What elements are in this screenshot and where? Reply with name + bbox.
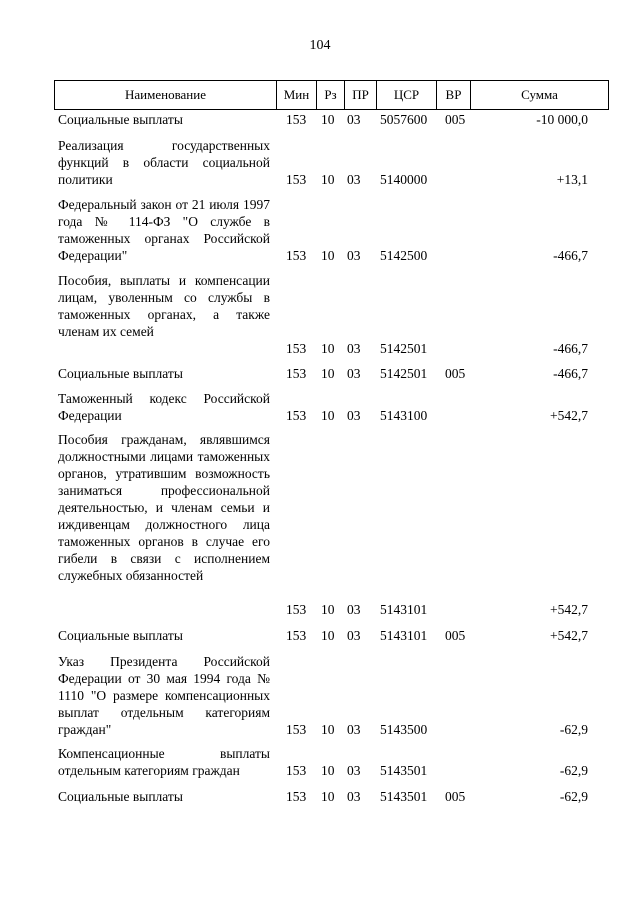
row-csr: 5143500 [380, 722, 428, 737]
row-name: Реализация государственных функций в области социальной политики [58, 138, 270, 187]
row-name: Социальные выплаты [58, 112, 183, 127]
page-number: 104 [309, 38, 331, 53]
row-sum: -466,7 [553, 341, 588, 356]
row-pr: 03 [347, 602, 361, 617]
header-pr: ПР [345, 81, 377, 109]
row-min: 153 [286, 366, 307, 381]
row-pr: 03 [347, 112, 361, 127]
row-pr: 03 [347, 172, 361, 187]
row-rz: 10 [321, 366, 335, 381]
row-name: Социальные выплаты [58, 366, 183, 381]
row-vr: 005 [445, 628, 466, 643]
row-name: Социальные выплаты [58, 628, 183, 643]
table-header [54, 80, 609, 110]
row-name: Компенсационные выплаты отдельным категориям граждан [58, 746, 270, 778]
row-rz: 10 [321, 602, 335, 617]
row-pr: 03 [347, 248, 361, 263]
row-vr: 005 [445, 789, 466, 804]
row-name: Таможенный кодекс Российской Федерации [58, 391, 270, 423]
row-sum: +542,7 [550, 602, 588, 617]
row-min: 153 [286, 112, 307, 127]
header-csr: ЦСР [377, 81, 437, 109]
row-csr: 5142501 [380, 366, 428, 381]
header-rz: Рз [317, 81, 345, 109]
row-vr: 005 [445, 366, 466, 381]
row-csr: 5143101 [380, 602, 428, 617]
row-csr: 5140000 [380, 172, 428, 187]
row-csr: 5142500 [380, 248, 428, 263]
row-sum: -466,7 [553, 248, 588, 263]
row-pr: 03 [347, 366, 361, 381]
row-sum: +542,7 [550, 628, 588, 643]
row-csr: 5143501 [380, 789, 428, 804]
row-sum: -62,9 [559, 789, 588, 804]
header-name: Наименование [55, 81, 277, 109]
row-rz: 10 [321, 722, 335, 737]
row-min: 153 [286, 602, 307, 617]
row-pr: 03 [347, 763, 361, 778]
row-rz: 10 [321, 789, 335, 804]
row-rz: 10 [321, 112, 335, 127]
row-csr: 5143101 [380, 628, 428, 643]
row-rz: 10 [321, 628, 335, 643]
row-rz: 10 [321, 248, 335, 263]
row-name: Указ Президента Российской Федерации от 30 мая 1994 года № 1110 "О размере компенсационных выплат отдельным категориям граждан" [58, 654, 270, 737]
row-min: 153 [286, 722, 307, 737]
row-pr: 03 [347, 722, 361, 737]
row-csr: 5057600 [380, 112, 428, 127]
row-pr: 03 [347, 789, 361, 804]
row-csr: 5143100 [380, 408, 428, 423]
row-vr: 005 [445, 112, 466, 127]
row-pr: 03 [347, 408, 361, 423]
row-min: 153 [286, 408, 307, 423]
row-pr: 03 [347, 341, 361, 356]
header-sum: Сумма [521, 87, 558, 102]
header-min: Мин [277, 81, 317, 109]
row-sum: -466,7 [553, 366, 588, 381]
header-vr: ВР [437, 81, 471, 109]
row-sum: -10 000,0 [536, 112, 588, 127]
row-csr: 5143501 [380, 763, 428, 778]
row-rz: 10 [321, 763, 335, 778]
row-csr: 5142501 [380, 341, 428, 356]
row-min: 153 [286, 763, 307, 778]
row-sum: +542,7 [550, 408, 588, 423]
row-min: 153 [286, 172, 307, 187]
row-sum: +13,1 [556, 172, 588, 187]
row-name: Социальные выплаты [58, 789, 183, 804]
row-min: 153 [286, 248, 307, 263]
row-min: 153 [286, 789, 307, 804]
row-min: 153 [286, 341, 307, 356]
row-rz: 10 [321, 408, 335, 423]
row-rz: 10 [321, 341, 335, 356]
row-name: Пособия гражданам, являвшимся должностными лицами таможенных органов, утратившим возможность заниматься профессиональной деятельностью, и членам семьи и иждивенцам должностного лица таможенных органов в случае его гибели в связи с исполнением служебных обязанностей [58, 432, 270, 583]
row-min: 153 [286, 628, 307, 643]
row-name: Пособия, выплаты и компенсации лицам, уволенным со службы в таможенных органах, а также членам их семей [58, 273, 270, 339]
row-rz: 10 [321, 172, 335, 187]
row-name: Федеральный закон от 21 июля 1997 года № 114-ФЗ "О службе в таможенных органах Российской Федерации" [58, 197, 270, 263]
row-sum: -62,9 [559, 722, 588, 737]
row-pr: 03 [347, 628, 361, 643]
row-sum: -62,9 [559, 763, 588, 778]
